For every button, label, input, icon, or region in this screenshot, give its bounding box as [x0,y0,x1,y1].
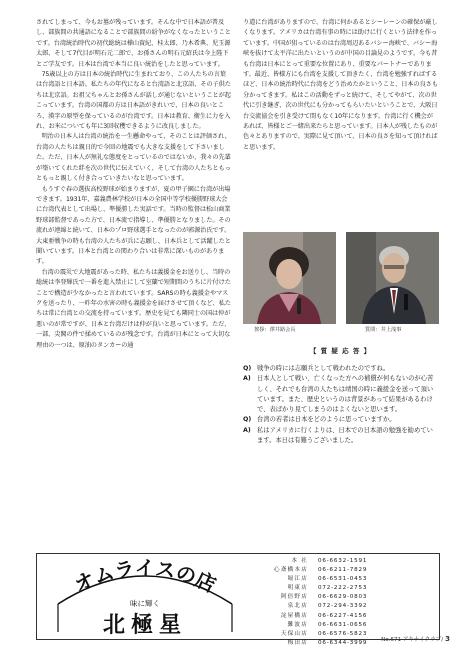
article-paragraph: 明治の日本人は台湾の統治を一生懸命やって、そのことは評価され、台湾の人たちは親日的で今回の地震でも大きな支援をして下さいました。ただ、日本人が無礼な態度をとっているのではないか、我々の先輩が築いてくれた絆を次の世代に伝えていく、そして台湾の人たちともっともっと親しく付き合っていきたいなと思っています。 [36,133,231,183]
shop-row [256,612,439,621]
shop-name: 淀屋橋店 [280,612,308,619]
shop-tel: 06-6576-5823 [318,630,368,637]
ad-logo [38,556,252,638]
qa-item [243,426,438,447]
article-paragraph: されてしまって、今もお墓が残っています。そんな中で日本語が普及し、部族間の共通語になることで部族間の紛争がなくなったということです。台湾統治時代の初代総統は樺山資紀、桂太郎、乃木希典、児玉源太郎、そして7代目が明石元二郎で、お孫さんの明石元紹氏は今上陛下とご学友です。日本は台湾で本当に良い統治をしたと思っています。 [36,19,231,68]
shop-row [256,602,439,611]
qa-marker: A) [243,426,251,434]
shop-tel: 072-294-3392 [318,603,368,610]
shop-row [256,575,439,584]
shop-name: 本 社 [291,558,308,564]
shop-name: 心斎橋本店 [274,567,308,574]
qa-item [243,364,438,374]
article-right-column [243,18,438,226]
ad-shop-name: 北極星 [102,612,188,638]
shop-tel: 06-6531-0453 [318,576,368,583]
article-paragraph: り道に台湾がありますので、台湾に何かあるとシーレーンの確保が厳しくなります。アメリカは台湾有事の時には助けに行くという法律を作っています。中国が狙っているのは台湾周辺あるバシー海峡で、バシー海峡を抜けて太平洋に出たいというのが中国の目論見のようです。今も昔も台湾は日本にとって重要な位置にあり、重要なパートナーであります。最近、皆様方にも台湾を支援して頂きたく、台湾を勉強すればするほど、日本の統治時代に台湾をどう治めたかということ、日本の良さも分かってきます。私はこの活動をずっと続けて、そしてやがて、次の世代に引き継ぎ、次の世代にも分かってもらいたいということで、大阪日台交流協会を引き受けて間もなく10年になります。台湾に行く機会があれば、皆様とご一緒出来たらと思っています。日本人が残したものが色々とありますので、実際に見て頂いて、日本の良さを知って頂ければと思います。 [243,19,438,151]
shop-row [256,593,439,602]
shop-name: 明東店 [287,585,308,592]
shop-name: 堀江店 [287,576,308,583]
shop-name: 天保山店 [280,630,308,637]
ad-tagline: オムライスの店 [70,556,220,598]
shop-tel: 06-6631-0656 [318,621,368,628]
shop-tel: 072-222-2753 [318,585,368,592]
shop-name: 難波店 [287,621,308,628]
shop-tel: 06-6632-1591 [318,558,368,564]
qa-marker: A) [243,375,251,383]
qa-heading: 【 質 疑 応 答 】 [309,347,372,355]
shop-row [256,584,439,593]
shop-row [256,566,439,575]
shop-row [256,557,439,566]
shop-name: 梅田店 [287,639,308,646]
qa-marker: Q) [243,365,252,372]
speaker-photo [243,232,336,324]
qa-list [243,364,438,446]
photo-caption: 挨拶：澤井路会長 [254,327,296,333]
shop-tel: 06-6227-4156 [318,612,368,619]
qa-text: 日本人として戦い、亡くなった方への補償が何もないのが心苦しく、それでも台湾の人たちは靖国の時に義援金を送って頂いています。また、歴史というのは背景があって結果があるわけで、表ばかり見てしまうのはよくないと思います。 [257,375,434,414]
issue-label: No.671 アキナイクラブ/ [381,637,444,643]
shop-tel: 06-6344-3999 [318,639,368,646]
questioner-photo [346,232,439,324]
shop-row [256,621,439,630]
page-number: 3 [445,635,450,643]
qa-item [243,374,438,415]
qa-marker: Q) [243,416,252,424]
shop-name: 阿倍野店 [280,594,308,601]
qa-item [243,415,438,425]
page-footer [381,635,450,643]
shop-tel: 06-6211-7829 [318,567,368,574]
article-paragraph: もうすぐ春の選抜高校野球が始まりますが、夏の甲子園に台湾が出場できます。1931年、嘉義農林学校が日本の全国中等学校優勝野球大会に台湾代表として出場し、準優勝した実話です。当時の監督は松山商業野球部監督であった方で、日本流で指導し、準優勝となりました。その流れが連綿と続いて、日本のプロ野球選手となったのが郭源治氏です。大東亜戦争の時も台湾の人たちが兵に志願し、日本兵として活躍したと聞いています。日本と台湾との関わり合いは非常に深いものがあります。 [36,185,231,266]
article-paragraph: 台湾の震災で大地震があった時、私たちは義援金をお送りし、当時の総統は李登輝氏で一番を進入禁止にして室蘭で短期間のうちに片付けたことで構造が少なかったと言われています。SARSの時も義援金やマスクを送ったり、一昨年の水害の時も義援金を届けさせて頂くなど、私たちは常に台湾との交流を持っています。歴史を見ても隣同士の国は仲が悪いのが常ですが、日本と台湾だけは仲が良いと思っています。ただ、一部、尖閣の件で揉めているのが残念です。台湾が日本にとって大切な理由の一つは、原油のタンカーの通 [36,268,231,349]
qa-text: 台湾の若者は日本をどのように思っていますか。 [257,416,396,424]
article-left-column [36,18,231,544]
shop-tel: 06-6629-0803 [318,594,368,601]
qa-text: 戦争の時には志願兵として戦われたのですね。 [257,365,390,372]
qa-text: 私はアメリカに行くよりは、日本での日本語の勉強を勧めています。本日は有難うございました。 [257,426,433,445]
article-paragraph: 75歳以上の方は日本の統治時代に生まれており、この人たちの言葉は台湾語と日本語。私たちの年代になると台湾語と北京語、その子供たちは北京語。お祖父ちゃんとお孫さんが話しが通じないということが起こっています。台湾の国都の方は日本語がきれいで、日本の良いところ、漢字の原型を保っているのが台湾です。日本は教育、衛生に力を入れ、お米についても年に3回収穫できるように改良しました。 [36,71,231,131]
ad-subtitle: 味に輝く [130,599,160,608]
shop-name: 泉北店 [287,603,308,610]
photo-caption: 質問：井上浅事 [365,327,402,333]
